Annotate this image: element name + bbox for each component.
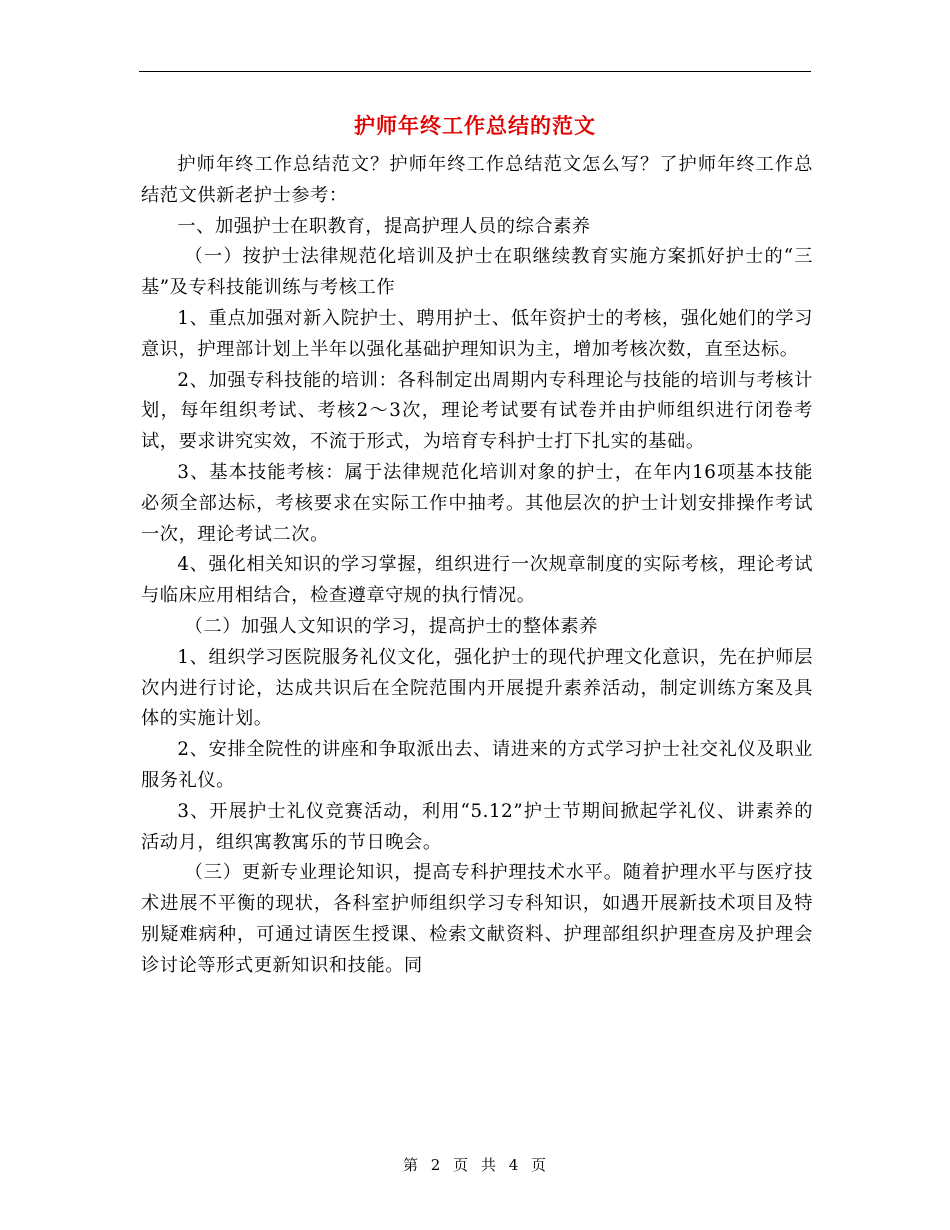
paragraph: 2、加强专科技能的培训：各科制定出周期内专科理论与技能的培训与考核计划，每年组织考试、考核2～3次，理论考试要有试卷并由护师组织进行闭卷考试，要求讲究实效，不流于形式，为培育专科护士打下扎实的基础。 <box>141 369 813 453</box>
page-footer <box>0 1154 950 1175</box>
paragraph: 护师年终工作总结范文？护师年终工作总结范文怎么写？了护师年终工作总结范文供新老护士参考： <box>141 154 813 206</box>
section-heading: 一、加强护士在职教育，提高护理人员的综合素养 <box>177 215 591 237</box>
footer-mid2: 共 <box>480 1156 497 1174</box>
paragraph: 4、强化相关知识的学习掌握，组织进行一次规章制度的实际考核，理论考试与临床应用相结合，检查遵章守规的执行情况。 <box>141 554 813 607</box>
footer-prefix: 第 <box>402 1156 419 1174</box>
paragraph: 2、安排全院性的讲座和争取派出去、请进来的方式学习护士社交礼仪及职业服务礼仪。 <box>141 739 813 791</box>
footer-suffix: 页 <box>531 1156 548 1174</box>
subsection-heading: （二）加强人文知识的学习，提高护士的整体素养 <box>184 615 598 637</box>
paragraph: 1、重点加强对新入院护士、聘用护士、低年资护士的考核，强化她们的学习意识，护理部计划上半年以强化基础护理知识为主，增加考核次数，直至达标。 <box>141 307 813 360</box>
current-page-number: 2 <box>430 1156 442 1174</box>
subsection-heading: （三）更新专业理论知识，提高专科护理技术水平。随着护理水平与医疗技术进展不平衡的现状，各科室护师组织学习专科知识，如遇开展新技术项目及特别疑难病种，可通过请医生授课、检索文献资料、护理部组织护理查房及护理会诊讨论等形式更新知识和技能。同 <box>141 862 813 976</box>
paragraph: 3、开展护士礼仪竞赛活动，利用“5.12”护士节期间掀起学礼仪、讲素养的活动月，组织寓教寓乐的节日晚会。 <box>141 800 813 853</box>
total-pages: 4 <box>508 1156 520 1174</box>
header-rule <box>139 71 811 72</box>
paragraph: 1、组织学习医院服务礼仪文化，强化护士的现代护理文化意识，先在护师层次内进行讨论，达成共识后在全院范围内开展提升素养活动，制定训练方案及具体的实施计划。 <box>141 646 813 730</box>
subsection-heading: （一）按护士法律规范化培训及护士在职继续教育实施方案抓好护士的“三基”及专科技能训练与考核工作 <box>141 246 813 299</box>
document-title: 护师年终工作总结的范文 <box>354 113 596 138</box>
paragraph: 3、基本技能考核：属于法律规范化培训对象的护士，在年内16项基本技能必须全部达标，考核要求在实际工作中抽考。其他层次的护士计划安排操作考试一次，理论考试二次。 <box>141 461 813 545</box>
footer-mid1: 页 <box>453 1156 470 1174</box>
document-body <box>141 150 813 982</box>
